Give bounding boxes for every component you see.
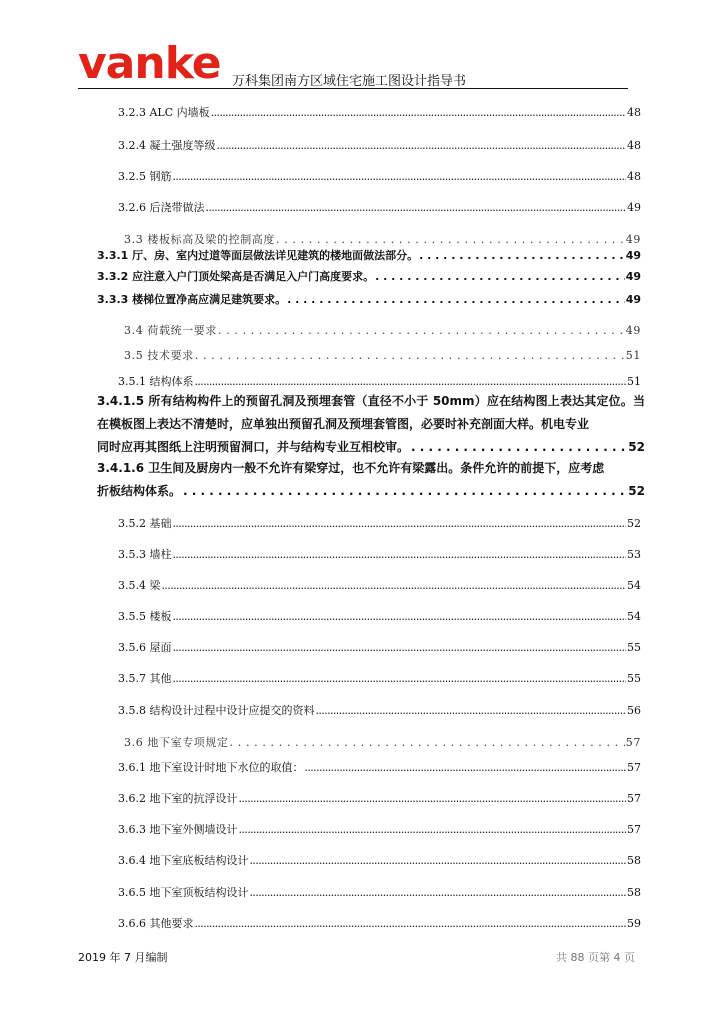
toc-entry-title: 3.3 楼板标高及梁的控制高度 [124, 233, 275, 246]
toc-entry[interactable] [118, 702, 641, 718]
toc-entry[interactable] [118, 670, 641, 686]
toc-entry-page: 49 [625, 249, 641, 262]
toc-entry[interactable] [118, 373, 641, 389]
toc-paragraph-last-line [97, 480, 645, 503]
toc-entry-title: 3.6.5 地下室顶板结构设计 [118, 886, 249, 899]
toc-entry-page: 55 [627, 641, 641, 654]
toc-entry-page: 57 [627, 823, 641, 836]
toc-entry[interactable] [118, 852, 641, 868]
toc-leader [375, 270, 625, 283]
toc-leader [173, 548, 627, 561]
toc-entry-bold[interactable] [97, 247, 641, 263]
toc-entry-page: 58 [627, 886, 641, 899]
toc-entry[interactable] [118, 790, 641, 806]
toc-section[interactable] [124, 347, 641, 363]
toc-entry-page: 54 [627, 579, 641, 592]
toc-leader [195, 917, 627, 930]
toc-entry-page: 52 [628, 484, 645, 498]
toc-entry[interactable] [118, 199, 641, 215]
toc-leader [218, 324, 625, 337]
toc-entry[interactable] [118, 884, 641, 900]
toc-leader [411, 436, 626, 459]
toc-leader [230, 736, 625, 749]
toc-entry-page: 49 [625, 233, 641, 246]
toc-entry-title: 3.2.5 钢筋 [118, 170, 172, 183]
toc-entry-title: 3.5 技术要求 [124, 349, 194, 362]
toc-leader [173, 517, 627, 530]
toc-entry-page: 59 [627, 917, 641, 930]
toc-entry-title: 3.6.4 地下室底板结构设计 [118, 854, 249, 867]
toc-entry-page: 48 [627, 170, 641, 183]
footer-date: 2019 年 7 月编制 [78, 951, 168, 964]
toc-entry-bold[interactable] [97, 291, 641, 307]
toc-entry-bold[interactable] [97, 268, 641, 284]
toc-leader [276, 233, 625, 246]
toc-entry-page: 49 [625, 324, 641, 337]
toc-entry[interactable] [118, 821, 641, 837]
toc-entry-title: 3.5.7 其他 [118, 672, 172, 685]
toc-entry-page: 48 [627, 139, 641, 152]
toc-leader [250, 886, 627, 899]
toc-entry-title: 3.6.6 其他要求 [118, 917, 194, 930]
toc-entry-page: 52 [627, 517, 641, 530]
toc-entry-page: 48 [627, 106, 641, 119]
toc-entry[interactable] [118, 639, 641, 655]
vanke-logo: vanke [78, 38, 221, 89]
toc-entry[interactable] [118, 546, 641, 562]
toc-entry-title: 3.3.1 厅、房、室内过道等面层做法详见建筑的楼地面做法部分。 [97, 249, 419, 262]
toc-leader [173, 672, 627, 685]
toc-entry[interactable] [118, 577, 641, 593]
toc-leader [173, 170, 627, 183]
toc-entry-page: 53 [627, 548, 641, 561]
toc-entry-title: 3.2.4 凝土强度等级 [118, 139, 216, 152]
toc-entry[interactable] [118, 759, 641, 775]
toc-section[interactable] [124, 734, 641, 750]
toc-leader [173, 641, 627, 654]
toc-entry-page: 51 [627, 375, 641, 388]
toc-entry[interactable] [118, 608, 641, 624]
toc-paragraph-text: 3.4.1.6 卫生间及厨房内一般不允许有梁穿过，也不允许有梁露出。条件允许的前提下，应考虑 [97, 461, 605, 475]
toc-entry-page: 57 [625, 736, 641, 749]
toc-entry[interactable] [118, 915, 641, 931]
toc-entry-title: 3.6.2 地下室的抗浮设计 [118, 792, 238, 805]
toc-leader [239, 823, 627, 836]
toc-entry-title: 3.5.6 屋面 [118, 641, 172, 654]
toc-leader [195, 375, 627, 388]
toc-entry[interactable] [118, 168, 641, 184]
toc-entry-title: 3.5.8 结构设计过程中设计应提交的资料 [118, 704, 315, 717]
toc-leader [195, 349, 625, 362]
toc-entry-page: 51 [625, 349, 641, 362]
toc-section[interactable] [124, 231, 641, 247]
toc-entry-page: 57 [627, 761, 641, 774]
toc-entry-title: 3.2.3 ALC 内墙板 [118, 106, 210, 119]
toc-entry-page: 49 [625, 293, 641, 306]
toc-entry-title: 3.5.2 基础 [118, 517, 172, 530]
toc-leader [315, 704, 626, 717]
document-title: 万科集团南方区域住宅施工图设计指导书 [232, 74, 467, 89]
toc-entry-page: 54 [627, 610, 641, 623]
toc-entry-page: 55 [627, 672, 641, 685]
toc-entry-page: 57 [627, 792, 641, 805]
toc-leader [173, 610, 627, 623]
toc-entry-page: 49 [625, 270, 641, 283]
toc-entry-title: 3.2.6 后浇带做法 [118, 201, 205, 214]
toc-entry-title: 3.5.4 梁 [118, 579, 161, 592]
toc-leader [239, 792, 627, 805]
toc-entry-title: 折板结构体系。 [97, 484, 182, 498]
page-header [0, 0, 724, 100]
footer-page-number: 共 88 页第 4 页 [556, 951, 635, 964]
toc-leader [304, 761, 626, 774]
toc-leader [287, 293, 625, 306]
toc-entry-page: 58 [627, 854, 641, 867]
toc-leader [183, 480, 626, 503]
toc-entry-title: 3.3.2 应注意入户门顶处梁高是否满足入户门高度要求。 [97, 270, 375, 283]
header-divider [78, 88, 628, 89]
toc-entry-title: 3.4 荷载统一要求 [124, 324, 217, 337]
toc-entry-title: 3.3.3 楼梯位置净高应满足建筑要求。 [97, 293, 287, 306]
toc-entry-title: 3.6.3 地下室外侧墙设计 [118, 823, 238, 836]
toc-entry-title: 3.5.1 结构体系 [118, 375, 194, 388]
toc-paragraph-text: 3.4.1.5 所有结构构件上的预留孔洞及预埋套管（直径不小于 50mm）应在结构图上表达其定位。当在模板图上表达不清楚时，应单独出预留孔洞及预埋套管图，必要时补充剖面大样。机电专业 [97, 394, 645, 431]
toc-paragraph-entry[interactable] [97, 390, 645, 459]
toc-section[interactable] [124, 322, 641, 338]
toc-entry-page: 49 [627, 201, 641, 214]
toc-entry[interactable] [118, 515, 641, 531]
toc-leader [206, 201, 627, 214]
toc-leader [162, 579, 627, 592]
toc-leader [419, 249, 625, 262]
toc-leader [217, 139, 627, 152]
toc-entry-title: 3.5.3 墙柱 [118, 548, 172, 561]
toc-entry-title: 3.6.1 地下室设计时地下水位的取值： [118, 761, 304, 774]
toc-leader [211, 106, 626, 119]
toc-entry[interactable] [118, 137, 641, 153]
toc-entry-page: 56 [627, 704, 641, 717]
toc-entry-title: 同时应再其图纸上注明预留洞口，并与结构专业互相校审。 [97, 440, 410, 454]
toc-entry-title: 3.5.5 楼板 [118, 610, 172, 623]
toc-entry-page: 52 [628, 440, 645, 454]
toc-entry[interactable] [118, 104, 641, 120]
toc-paragraph-last-line [97, 436, 645, 459]
toc-leader [250, 854, 627, 867]
toc-paragraph-entry[interactable] [97, 457, 645, 503]
toc-entry-title: 3.6 地下室专项规定 [124, 736, 229, 749]
